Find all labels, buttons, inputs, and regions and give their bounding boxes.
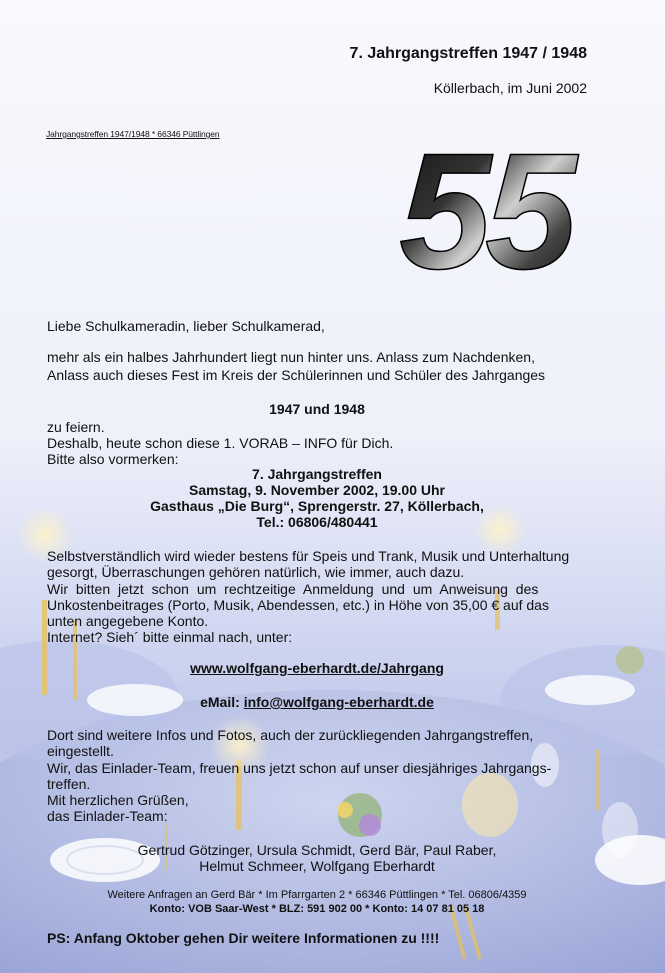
remember-line: Bitte also vormerken: <box>47 451 179 467</box>
salutation: Liebe Schulkameradin, lieber Schulkamerad, <box>47 318 325 334</box>
event-title: 7. Jahrgangstreffen 1947 / 1948 <box>349 45 587 62</box>
team-signoff: das Einlader-Team: <box>47 808 168 824</box>
info-line-2: eingestellt. <box>47 743 114 759</box>
email-label: eMail: <box>200 694 244 710</box>
event-venue: Gasthaus „Die Burg“, Sprengerstr. 27, Köllerbach, <box>150 498 484 514</box>
big-55-text: 55 <box>399 140 571 280</box>
team-line-2: treffen. <box>47 776 91 792</box>
food-line-1: Selbstverständlich wird wieder bestens für Speis und Trank, Musik und Unterhaltung <box>47 548 570 564</box>
event-date: Samstag, 9. November 2002, 19.00 Uhr <box>188 482 446 498</box>
registration-line-2: Unkostenbeitrages (Porto, Musik, Abendessen, etc.) in Höhe von 35,00 € auf das <box>47 597 549 613</box>
intro-line-2: Anlass auch dieses Fest im Kreis der Schülerinnen und Schüler des Jahrganges <box>47 367 546 383</box>
sender-line: Jahrgangstreffen 1947/1948 * 66346 Püttlingen <box>46 129 220 139</box>
registration-line-1: Wir bitten jetzt schon um rechtzeitige Anmeldung und um Anweisung des <box>47 581 539 597</box>
big-55-graphic <box>380 140 590 280</box>
years-line: 1947 und 1948 <box>269 401 365 417</box>
email-link[interactable]: info@wolfgang-eberhardt.de <box>243 694 434 710</box>
footer-contact: Weitere Anfragen an Gerd Bär * Im Pfarrgarten 2 * 66346 Püttlingen * Tel. 06806/4359 <box>107 889 527 901</box>
intro-line-1: mehr als ein halbes Jahrhundert liegt nun hinter uns. Anlass zum Nachdenken, <box>47 349 535 365</box>
names-line-1: Gertrud Götzinger, Ursula Schmidt, Gerd Bär, Paul Raber, <box>137 842 497 858</box>
internet-line: Internet? Sieh´ bitte einmal nach, unter: <box>47 629 293 645</box>
registration-line-3: unten angegebene Konto. <box>47 613 209 629</box>
website-link[interactable]: www.wolfgang-eberhardt.de/Jahrgang <box>190 660 444 676</box>
footer-bank: Konto: VOB Saar-West * BLZ: 591 902 00 * Konto: 14 07 81 05 18 <box>149 903 485 915</box>
place-date: Köllerbach, im Juni 2002 <box>433 80 587 96</box>
greeting-line: Mit herzlichen Grüßen, <box>47 792 189 808</box>
names-line-2: Helmut Schmeer, Wolfgang Eberhardt <box>199 858 435 874</box>
vorab-line: Deshalb, heute schon diese 1. VORAB – INFO für Dich. <box>47 435 394 451</box>
event-name: 7. Jahrgangstreffen <box>252 466 382 482</box>
info-line-1: Dort sind weitere Infos und Fotos, auch der zurückliegenden Jahrgangstreffen, <box>47 727 534 743</box>
postscript: PS: Anfang Oktober gehen Dir weitere Informationen zu !!!! <box>47 930 440 946</box>
food-line-2: gesorgt, Überraschungen gehören natürlich, wie immer, auch dazu. <box>47 564 465 580</box>
event-phone: Tel.: 06806/480441 <box>256 514 378 530</box>
team-line-1: Wir, das Einlader-Team, freuen uns jetzt schon auf unser diesjähriges Jahrgangs- <box>47 760 552 776</box>
celebrate-line: zu feiern. <box>47 419 105 435</box>
